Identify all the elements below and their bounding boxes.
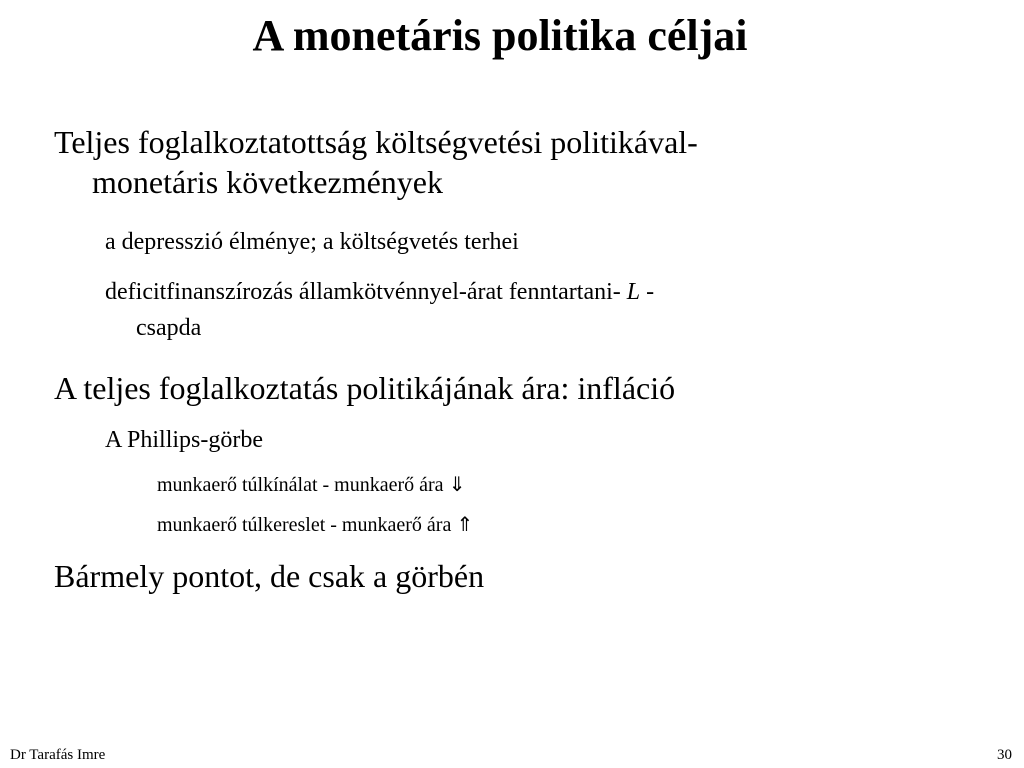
- item-labor-shortage: [157, 510, 473, 539]
- bullet-full-employment: [54, 122, 698, 202]
- item-labor-surplus-text: munkaerő túlkínálat - munkaerő ára: [157, 474, 449, 496]
- footer-author: Dr Tarafás Imre: [10, 747, 106, 763]
- double-up-arrow-icon: ⇑: [456, 512, 474, 536]
- item-labor-shortage-text: munkaerő túlkereslet - munkaerő ára: [157, 514, 457, 536]
- double-down-arrow-icon: ⇓: [448, 472, 466, 496]
- sub-bullet-deficit-financing: [105, 274, 654, 346]
- sub-bullet-deficit-line2: csapda: [136, 315, 202, 341]
- bullet-inflation: A teljes foglalkoztatás politikájának ára: infláció: [54, 370, 676, 406]
- sub-bullet-deficit-dash: -: [640, 279, 655, 305]
- item-labor-surplus: [157, 470, 465, 499]
- sub-bullet-phillips-curve: A Phillips-görbe: [105, 427, 264, 453]
- sub-bullet-depression: a depresszió élménye; a költségvetés terhei: [105, 229, 519, 255]
- bullet-full-employment-line2: monetáris következmények: [92, 164, 443, 200]
- sub-bullet-deficit-text: deficitfinanszírozás államkötvénnyel-árat fenntartani-: [105, 279, 627, 305]
- bullet-any-point-on-curve: Bármely pontot, de csak a görbén: [54, 558, 485, 594]
- bullet-full-employment-line1: Teljes foglalkoztatottság költségvetési politikával-: [54, 124, 698, 160]
- footer-page-number: 30: [997, 747, 1012, 763]
- slide-title: A monetáris politika céljai: [252, 11, 748, 60]
- sub-bullet-deficit-italic-l: L: [626, 279, 641, 305]
